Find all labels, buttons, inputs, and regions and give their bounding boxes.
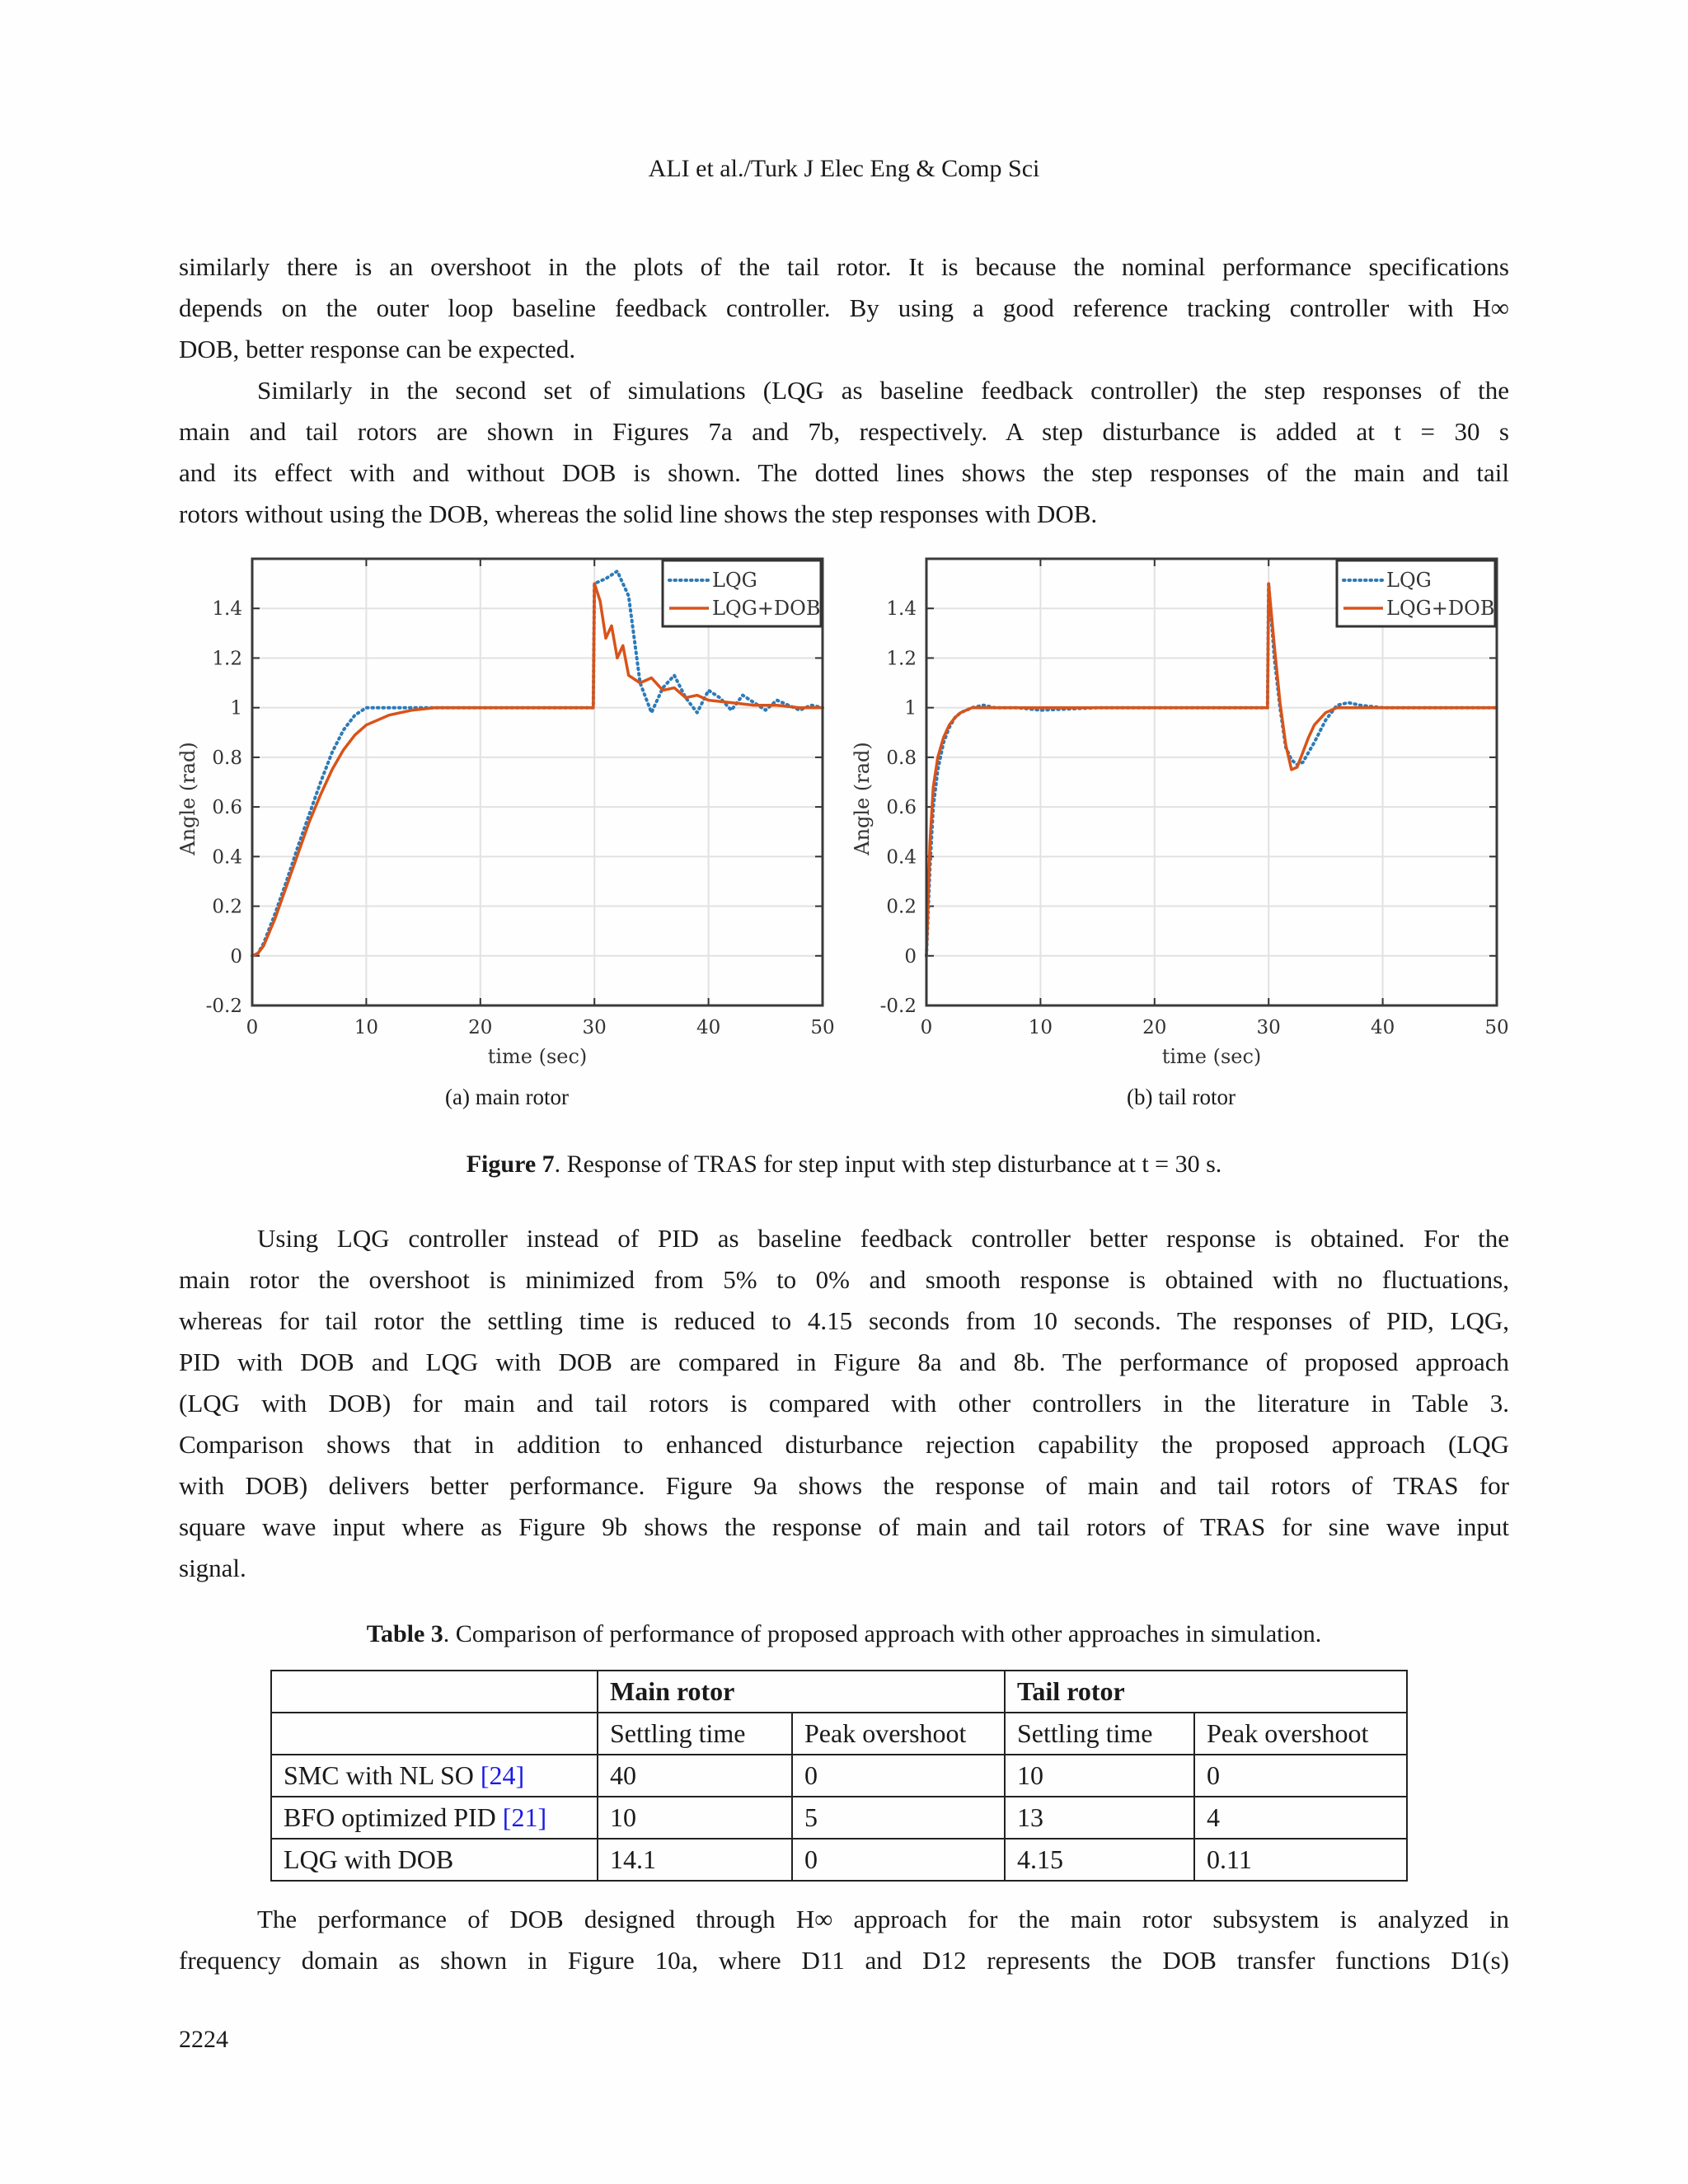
running-head: ALI et al./Turk J Elec Eng & Comp Sci: [648, 155, 1040, 182]
x-tick-label: 50: [810, 1017, 835, 1038]
table-cell: 10: [598, 1797, 792, 1839]
paragraph-line: depends on the outer loop baseline feedback controller. By using a good reference tracking controller with H∞: [179, 293, 1509, 322]
table-cell: 10: [1005, 1755, 1194, 1797]
table-cell: 0: [792, 1839, 1005, 1881]
paragraph-line: square wave input where as Figure 9b shows the response of main and tail rotors of TRAS for sine wave input: [179, 1512, 1509, 1541]
paragraph-2: [179, 370, 1509, 535]
table-header-row: [271, 1671, 1407, 1713]
table-cell: 0: [792, 1755, 1005, 1797]
column-header: Peak overshoot: [1194, 1713, 1407, 1755]
paragraph-line: PID with DOB and LQG with DOB are compared in Figure 8a and 8b. The performance of proposed approach: [179, 1347, 1509, 1376]
table-cell: 13: [1005, 1797, 1194, 1839]
table-row: [271, 1797, 1407, 1839]
y-tick-label: 0.6: [886, 797, 917, 819]
paragraph-line: frequency domain as shown in Figure 10a, where D11 and D12 represents the DOB transfer functions D1(s): [179, 1946, 1509, 1975]
paragraph-1: [179, 246, 1509, 370]
paragraph-line: similarly there is an overshoot in the plots of the tail rotor. It is because the nominal performance specifications: [179, 252, 1509, 281]
citation-number: 24: [489, 1760, 516, 1790]
series-line-lqg: [926, 583, 1497, 956]
legend-label: LQG+DOB: [712, 597, 821, 620]
paragraph-4: [179, 1899, 1509, 1981]
main-rotor-header: Main rotor: [598, 1671, 1005, 1713]
tail-rotor-chart: [839, 544, 1523, 1071]
series-line-lqg-dob: [252, 583, 823, 956]
column-header: Peak overshoot: [792, 1713, 1005, 1755]
method-name: SMC with NL SO: [284, 1760, 474, 1790]
paragraph-line: Comparison shows that in addition to enhanced disturbance rejection capability the proposed approach (LQG: [179, 1430, 1509, 1459]
y-tick-label: 0: [904, 945, 917, 968]
paragraph-3: [179, 1218, 1509, 1589]
method-cell: [271, 1755, 598, 1797]
column-header: Settling time: [598, 1713, 792, 1755]
comparison-table: [270, 1670, 1408, 1882]
y-tick-label: 0.8: [212, 747, 242, 769]
tail-rotor-header: Tail rotor: [1005, 1671, 1407, 1713]
x-tick-label: 10: [1028, 1017, 1053, 1038]
paragraph-line: main rotor the overshoot is minimized from 5% to 0% and smooth response is obtained with no fluctuations,: [179, 1265, 1509, 1294]
citation-number: 21: [511, 1802, 538, 1832]
figure-7a-panel: [165, 544, 849, 1121]
x-tick-label: 0: [246, 1017, 259, 1038]
subcaption-a: (a) main rotor: [445, 1085, 569, 1109]
citation-link[interactable]: [24]: [480, 1760, 525, 1790]
x-tick-label: 20: [1142, 1017, 1167, 1038]
table-caption-label: Table 3: [366, 1620, 443, 1647]
method-name: BFO optimized PID: [284, 1802, 496, 1832]
series-line-lqg-dob: [926, 583, 1497, 956]
paragraph-line: signal.: [179, 1554, 246, 1582]
y-tick-label: 1: [230, 697, 242, 719]
y-tick-label: 0.2: [212, 896, 242, 918]
figure-7: [165, 544, 1533, 1121]
y-tick-label: -0.2: [879, 996, 917, 1017]
y-axis-label: Angle (rad): [176, 742, 199, 855]
paragraph-line: The performance of DOB designed through H∞ approach for the main rotor subsystem is analyzed in: [257, 1905, 1509, 1933]
table-subheader-row: [271, 1713, 1407, 1755]
table-cell: 5: [792, 1797, 1005, 1839]
main-rotor-chart: [165, 544, 849, 1071]
x-tick-label: 30: [582, 1017, 607, 1038]
y-tick-label: 0: [230, 945, 242, 968]
paragraph-line: (LQG with DOB) for main and tail rotors is compared with other controllers in the literature in Table 3.: [179, 1389, 1509, 1418]
paragraph-line: rotors without using the DOB, whereas the solid line shows the step responses with DOB.: [179, 499, 1098, 528]
y-tick-label: 0.4: [886, 846, 917, 869]
table-corner-cell: [271, 1671, 598, 1713]
paragraph-line: whereas for tail rotor the settling time is reduced to 4.15 seconds from 10 seconds. The responses of PID, LQG,: [179, 1306, 1509, 1335]
figure-7b-panel: [839, 544, 1523, 1121]
y-tick-label: 1: [904, 697, 917, 719]
table-caption-text: . Comparison of performance of proposed approach with other approaches in simulation.: [443, 1620, 1322, 1647]
y-tick-label: 0.2: [886, 896, 917, 918]
table-cell: 4.15: [1005, 1839, 1194, 1881]
x-tick-label: 40: [696, 1017, 721, 1038]
page-number: 2224: [179, 2026, 228, 2053]
column-header: Settling time: [1005, 1713, 1194, 1755]
table-cell: 0.11: [1194, 1839, 1407, 1881]
y-tick-label: 1.2: [212, 648, 242, 670]
x-tick-label: 40: [1370, 1017, 1395, 1038]
y-tick-label: 0.6: [212, 797, 242, 819]
y-axis-label: Angle (rad): [851, 742, 874, 855]
paragraph-line: Using LQG controller instead of PID as baseline feedback controller better response is obtained. For the: [257, 1224, 1509, 1253]
legend-label: LQG: [712, 569, 757, 592]
y-tick-label: 1.4: [212, 598, 242, 621]
figure-caption-label: Figure 7: [466, 1151, 555, 1178]
legend-label: LQG+DOB: [1386, 597, 1495, 620]
table-caption: [0, 1620, 1688, 1648]
y-tick-label: 0.4: [212, 846, 242, 869]
table-cell: 0: [1194, 1755, 1407, 1797]
paragraph-line: main and tail rotors are shown in Figures 7a and 7b, respectively. A step disturbance is added at t = 30 s: [179, 417, 1509, 446]
figure-caption-text: . Response of TRAS for step input with step disturbance at t = 30 s.: [554, 1151, 1222, 1178]
legend-label: LQG: [1386, 569, 1432, 592]
method-name: LQG with DOB: [284, 1844, 454, 1874]
y-tick-label: 1.2: [886, 648, 917, 670]
x-tick-label: 10: [354, 1017, 379, 1038]
x-tick-label: 30: [1256, 1017, 1281, 1038]
subcaption-b: (b) tail rotor: [1127, 1085, 1236, 1109]
paragraph-line: DOB, better response can be expected.: [179, 335, 576, 363]
x-axis-label: time (sec): [1161, 1045, 1262, 1068]
figure-caption: [0, 1151, 1688, 1179]
x-axis-label: time (sec): [487, 1045, 588, 1068]
table-corner-cell: [271, 1713, 598, 1755]
method-cell: [271, 1839, 598, 1881]
x-tick-label: 0: [920, 1017, 933, 1038]
x-tick-label: 50: [1484, 1017, 1509, 1038]
paragraph-line: and its effect with and without DOB is shown. The dotted lines shows the step responses of the main and tail: [179, 458, 1509, 487]
y-tick-label: 1.4: [886, 598, 917, 621]
y-tick-label: 0.8: [886, 747, 917, 769]
method-cell: [271, 1797, 598, 1839]
table-cell: 40: [598, 1755, 792, 1797]
table-row: [271, 1755, 1407, 1797]
paragraph-line: Similarly in the second set of simulations (LQG as baseline feedback controller) the step responses of the: [257, 376, 1509, 405]
series-line-lqg: [252, 571, 823, 956]
table-cell: 4: [1194, 1797, 1407, 1839]
citation-link[interactable]: [21]: [502, 1802, 547, 1832]
table-row: [271, 1839, 1407, 1881]
paragraph-line: with DOB) delivers better performance. Figure 9a shows the response of main and tail rotors of TRAS for: [179, 1471, 1509, 1500]
table-cell: 14.1: [598, 1839, 792, 1881]
y-tick-label: -0.2: [205, 996, 242, 1017]
x-tick-label: 20: [468, 1017, 493, 1038]
